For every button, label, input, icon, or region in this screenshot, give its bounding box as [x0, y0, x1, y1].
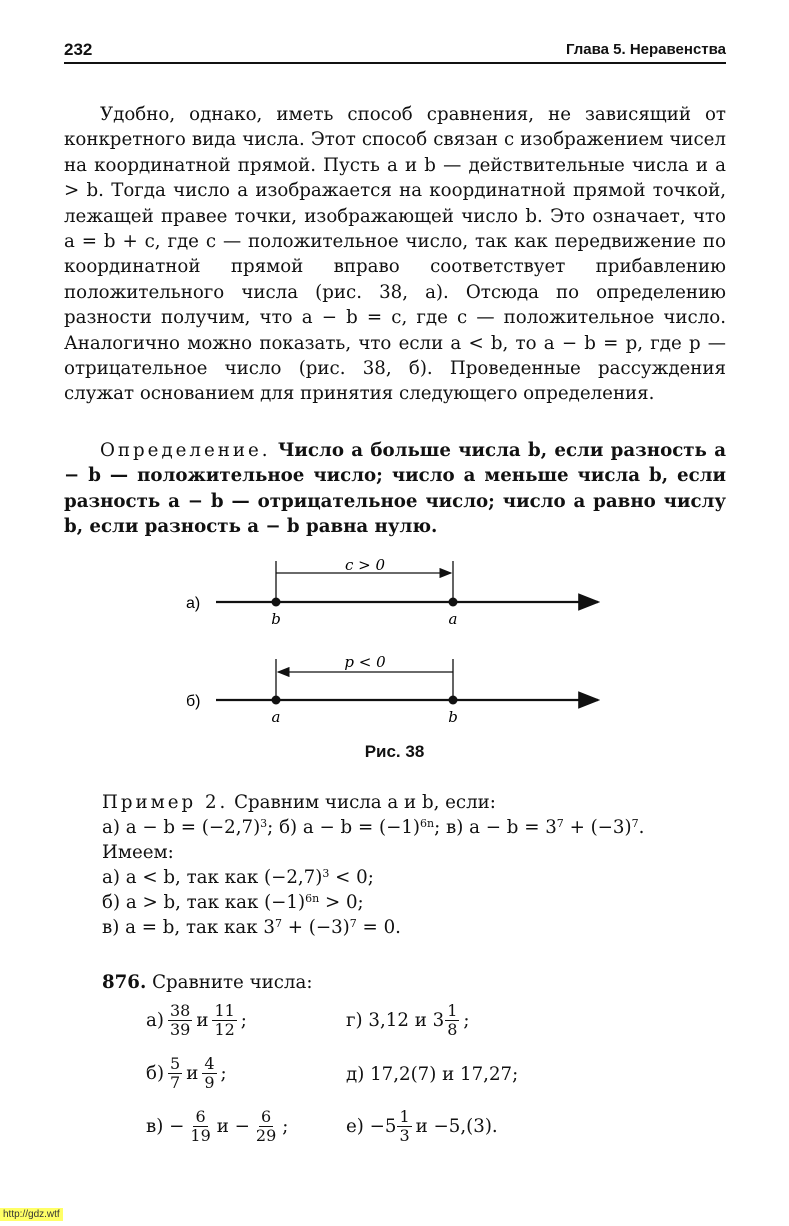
paragraph-intro: Удобно, однако, иметь способ сравнения, не зависящий от конкретного вида числа. Этот способ связан с изображением чисел на координатной прямой. Пусть a и b — действительные числа и a > b. Тогда число a изображается на координатной прямой точкой, лежащей правее точки, изображающей число b. Это означает, что a = b + c, где c — положительное число, так как передвижение по координатной прямой вправо соответствует прибавлению положительного числа (рис. 38, а). Отсюда по определению разности получим, что a − b = c, где c — положительное число. Аналогично можно показать, что если a < b, то a − b = p, где p — отрицательное число (рис. 38, б). Проведенные рассуждения служат основанием для принятия следующего определения. [64, 104, 726, 405]
definition [64, 438, 726, 540]
example-conditions: а) $a - b = (-2,7)^3$; б) $a - b = (-1)^{6n}$; в) $a - b = 3^7 + (-3)^7$. [102, 817, 645, 838]
fraction: $\frac{4}{9}$ [204, 1054, 215, 1092]
page-number: 232 [64, 40, 93, 59]
example-result-a: а) a < b, так как $(-2,7)^3 < 0$; [102, 867, 374, 888]
point-b [272, 598, 281, 607]
point-b2-label: b [448, 708, 458, 726]
exercise-item-g: г) 3,12 и 3 $\frac{1}{8}$ ; [346, 1001, 470, 1039]
definition-text: Число a больше числа b, если разность a − b — положительное число; число a меньше числа b, если разность a − b — отрицательное число; число a равно числу b, если разность a − b равна нулю. [64, 440, 726, 538]
exercise-item-v: в) − $\frac{6}{19}$ и − $\frac{6}{29}$ ; [146, 1107, 289, 1145]
example-title: Пример 2. [102, 792, 229, 813]
example-result-b: б) a > b, так как $(-1)^{6n} > 0$; [102, 892, 364, 913]
interval-p-label: p < 0 [344, 653, 386, 671]
exercise-item-a: а) $\frac{38}{39}$ и $\frac{11}{12}$ ; [146, 1001, 247, 1039]
exercise-item-d: д) 17,2(7) и 17,27; [346, 1064, 519, 1085]
exercise-number: 876. [102, 972, 147, 993]
point-b2 [449, 696, 458, 705]
point-a2-label: a [271, 708, 281, 726]
figure-a-label: а) [186, 595, 201, 612]
figure-38 [170, 553, 610, 733]
fraction: $\frac{11}{12}$ [214, 1001, 235, 1039]
exercise-876-title: 876. Сравните числа: [102, 972, 313, 993]
example-intro: Сравним числа a и b, если: [234, 792, 496, 813]
point-a2 [272, 696, 281, 705]
fraction: $\frac{6}{19}$ [190, 1107, 211, 1145]
fraction: $\frac{6}{29}$ [255, 1107, 277, 1145]
figure-caption: Рис. 38 [364, 742, 425, 761]
page-header [64, 40, 726, 64]
point-a-label: a [448, 610, 458, 628]
example-have: Имеем: [102, 842, 174, 863]
fraction: $\frac{1}{3}$ [399, 1107, 410, 1145]
example-title-line [102, 790, 496, 815]
example-result-c: в) a = b, так как $3^7 + (-3)^7 = 0$. [102, 917, 401, 938]
exercise-item-b: б) $\frac{5}{7}$ и $\frac{4}{9}$ ; [146, 1054, 227, 1092]
point-b-label: b [271, 610, 281, 628]
chapter-title: Глава 5. Неравенства [566, 41, 726, 58]
fraction: $\frac{38}{39}$ [169, 1001, 191, 1039]
fraction: $\frac{1}{8}$ [447, 1001, 458, 1039]
definition-label: Определение. [100, 440, 271, 461]
fraction: $\frac{5}{7}$ [170, 1054, 181, 1092]
figure-b-label: б) [186, 693, 201, 710]
interval-c-label: c > 0 [344, 556, 386, 574]
exercise-item-e: е) −5 $\frac{1}{3}$ и −5,(3). [346, 1107, 498, 1145]
footer-url[interactable]: http://gdz.wtf [0, 1208, 63, 1221]
point-a [449, 598, 458, 607]
